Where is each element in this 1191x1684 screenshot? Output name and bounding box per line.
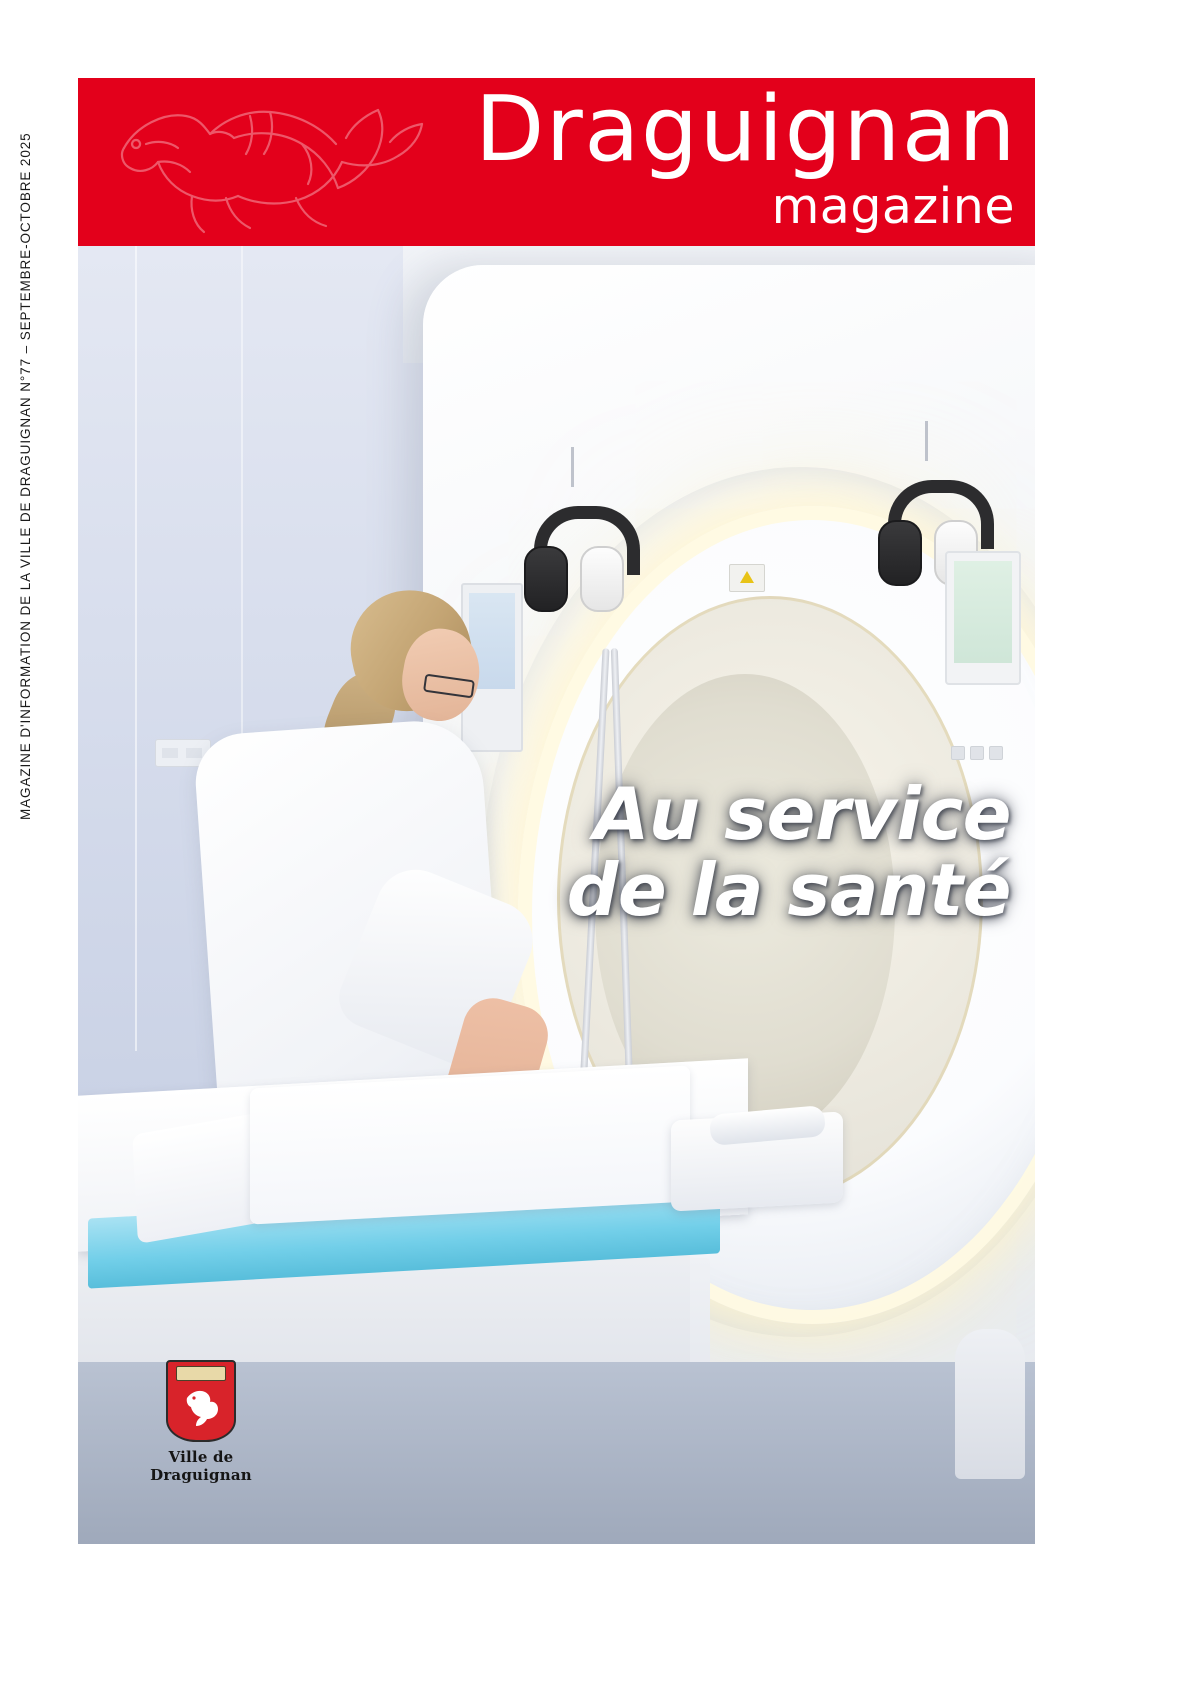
- headphone-cup: [878, 520, 922, 586]
- wall-seam: [135, 246, 137, 1051]
- crest-caption: Ville de Draguignan: [150, 1448, 252, 1484]
- crest-crown: [176, 1366, 226, 1381]
- city-crest: [126, 1360, 276, 1484]
- cover-headline-line-2: de la santé: [566, 848, 1011, 933]
- crest-shield: [166, 1360, 236, 1442]
- magazine-subtitle: magazine: [771, 178, 1015, 235]
- dragon-icon: [106, 86, 436, 246]
- floor-stand: [955, 1329, 1025, 1479]
- scanner-side-display: [945, 551, 1021, 685]
- control-button: [970, 746, 984, 760]
- spine-imprint-text: MAGAZINE D'INFORMATION DE LA VILLE DE DRAGUIGNAN N°77 – SEPTEMBRE-OCTOBRE 2025: [18, 132, 33, 820]
- patient-sheet: [250, 1065, 690, 1224]
- headphones-icon: [528, 506, 620, 618]
- crest-dragon-icon: [181, 1384, 221, 1430]
- scanner-display-screen: [954, 561, 1012, 663]
- scanner-control-buttons: [951, 746, 1011, 760]
- cover-headline-line-1: Au service: [593, 772, 1011, 856]
- control-button: [989, 746, 1003, 760]
- headphone-hook: [571, 447, 574, 487]
- masthead-banner: [78, 78, 1035, 246]
- warning-label-icon: [729, 564, 765, 592]
- magazine-title: Draguignan: [475, 78, 1017, 182]
- cover-headline: [371, 772, 1011, 933]
- headphone-cup: [580, 546, 624, 612]
- headphone-cup: [524, 546, 568, 612]
- headphone-hook: [925, 421, 928, 461]
- control-button: [951, 746, 965, 760]
- cover-photo: [78, 246, 1035, 1544]
